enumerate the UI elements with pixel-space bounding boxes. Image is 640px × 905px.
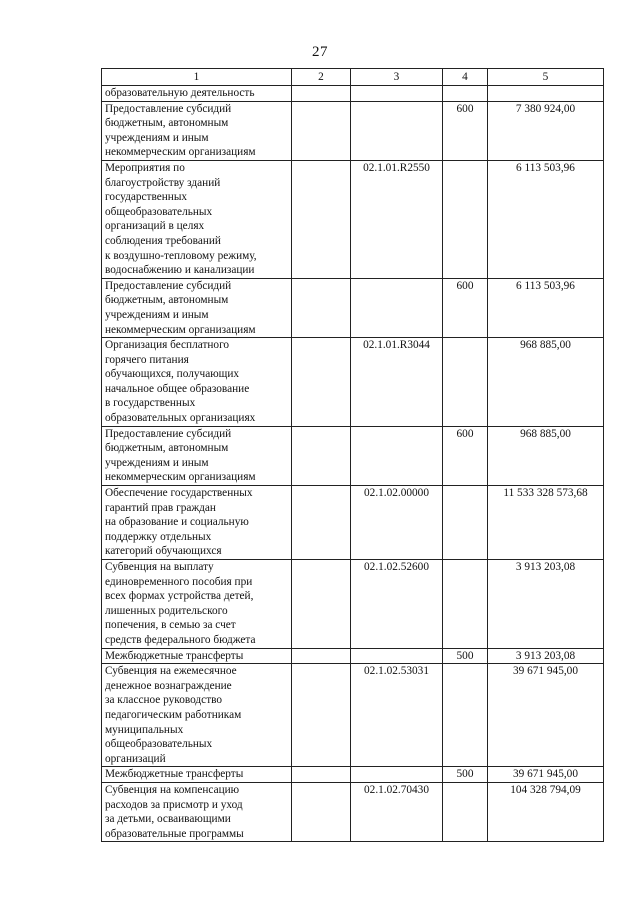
row-name-cell: образовательную деятельность xyxy=(102,86,292,102)
row-col2-cell xyxy=(292,767,351,783)
row-expense-type-cell xyxy=(443,486,488,560)
row-expense-type-cell xyxy=(443,160,488,278)
table-row xyxy=(102,101,604,160)
page-number: 27 xyxy=(312,44,328,60)
row-expense-type-cell xyxy=(443,664,488,767)
column-header-2: 2 xyxy=(292,69,351,86)
budget-table xyxy=(101,68,604,842)
row-code-cell: 02.1.02.53031 xyxy=(351,664,443,767)
table-row xyxy=(102,782,604,841)
row-expense-type-cell: 500 xyxy=(443,767,488,783)
row-col2-cell xyxy=(292,648,351,664)
row-expense-type-cell: 600 xyxy=(443,426,488,485)
row-col2-cell xyxy=(292,426,351,485)
row-col2-cell xyxy=(292,782,351,841)
row-name-cell: Субвенция на компенсацию расходов за присмотр и уход за детьми, осваивающими образовательные программы xyxy=(102,782,292,841)
row-amount-cell: 39 671 945,00 xyxy=(488,767,604,783)
row-name-cell: Предоставление субсидий бюджетным, автономным учреждениям и иным некоммерческим организациям xyxy=(102,101,292,160)
row-amount-cell: 104 328 794,09 xyxy=(488,782,604,841)
row-col2-cell xyxy=(292,664,351,767)
row-code-cell xyxy=(351,767,443,783)
column-header-1: 1 xyxy=(102,69,292,86)
row-amount-cell: 3 913 203,08 xyxy=(488,648,604,664)
row-code-cell xyxy=(351,426,443,485)
column-header-3: 3 xyxy=(351,69,443,86)
row-expense-type-cell: 600 xyxy=(443,278,488,337)
row-name-cell: Мероприятия по благоустройству зданий государственных общеобразовательных организаций в целях соблюдения требований к воздушно-тепловому режиму, водоснабжению и канализации xyxy=(102,160,292,278)
row-code-cell xyxy=(351,86,443,102)
row-expense-type-cell xyxy=(443,338,488,427)
row-name-cell: Межбюджетные трансферты xyxy=(102,767,292,783)
table-row xyxy=(102,767,604,783)
table-row xyxy=(102,278,604,337)
row-amount-cell: 3 913 203,08 xyxy=(488,560,604,649)
row-expense-type-cell xyxy=(443,86,488,102)
table-row xyxy=(102,86,604,102)
table-row xyxy=(102,648,604,664)
table-row xyxy=(102,486,604,560)
row-amount-cell: 39 671 945,00 xyxy=(488,664,604,767)
row-col2-cell xyxy=(292,338,351,427)
table-body xyxy=(102,86,604,842)
table-row xyxy=(102,160,604,278)
row-col2-cell xyxy=(292,486,351,560)
row-amount-cell: 7 380 924,00 xyxy=(488,101,604,160)
row-name-cell: Субвенция на ежемесячное денежное вознаграждение за классное руководство педагогическим работникам муниципальных общеобразовательных организаций xyxy=(102,664,292,767)
row-name-cell: Предоставление субсидий бюджетным, автономным учреждениям и иным некоммерческим организациям xyxy=(102,278,292,337)
row-amount-cell: 11 533 328 573,68 xyxy=(488,486,604,560)
table-header-row xyxy=(102,69,604,86)
row-amount-cell: 6 113 503,96 xyxy=(488,278,604,337)
table-row xyxy=(102,338,604,427)
row-name-cell: Предоставление субсидий бюджетным, автономным учреждениям и иным некоммерческим организациям xyxy=(102,426,292,485)
row-expense-type-cell xyxy=(443,782,488,841)
row-amount-cell: 6 113 503,96 xyxy=(488,160,604,278)
column-header-5: 5 xyxy=(488,69,604,86)
row-code-cell: 02.1.02.70430 xyxy=(351,782,443,841)
row-amount-cell xyxy=(488,86,604,102)
row-code-cell: 02.1.02.52600 xyxy=(351,560,443,649)
row-amount-cell: 968 885,00 xyxy=(488,426,604,485)
row-col2-cell xyxy=(292,278,351,337)
row-amount-cell: 968 885,00 xyxy=(488,338,604,427)
row-code-cell: 02.1.02.00000 xyxy=(351,486,443,560)
row-code-cell: 02.1.01.R3044 xyxy=(351,338,443,427)
row-code-cell: 02.1.01.R2550 xyxy=(351,160,443,278)
table-row xyxy=(102,426,604,485)
row-code-cell xyxy=(351,278,443,337)
row-col2-cell xyxy=(292,160,351,278)
row-name-cell: Организация бесплатного горячего питания обучающихся, получающих начальное общее образование в государственных образовательных организациях xyxy=(102,338,292,427)
row-expense-type-cell xyxy=(443,560,488,649)
row-col2-cell xyxy=(292,86,351,102)
row-code-cell xyxy=(351,101,443,160)
row-expense-type-cell: 600 xyxy=(443,101,488,160)
table-row xyxy=(102,664,604,767)
row-code-cell xyxy=(351,648,443,664)
row-name-cell: Межбюджетные трансферты xyxy=(102,648,292,664)
row-col2-cell xyxy=(292,560,351,649)
row-name-cell: Обеспечение государственных гарантий прав граждан на образование и социальную поддержку отдельных категорий обучающихся xyxy=(102,486,292,560)
column-header-4: 4 xyxy=(443,69,488,86)
row-col2-cell xyxy=(292,101,351,160)
table-row xyxy=(102,560,604,649)
row-expense-type-cell: 500 xyxy=(443,648,488,664)
row-name-cell: Субвенция на выплату единовременного пособия при всех формах устройства детей, лишенных родительского попечения, в семью за счет средств федерального бюджета xyxy=(102,560,292,649)
